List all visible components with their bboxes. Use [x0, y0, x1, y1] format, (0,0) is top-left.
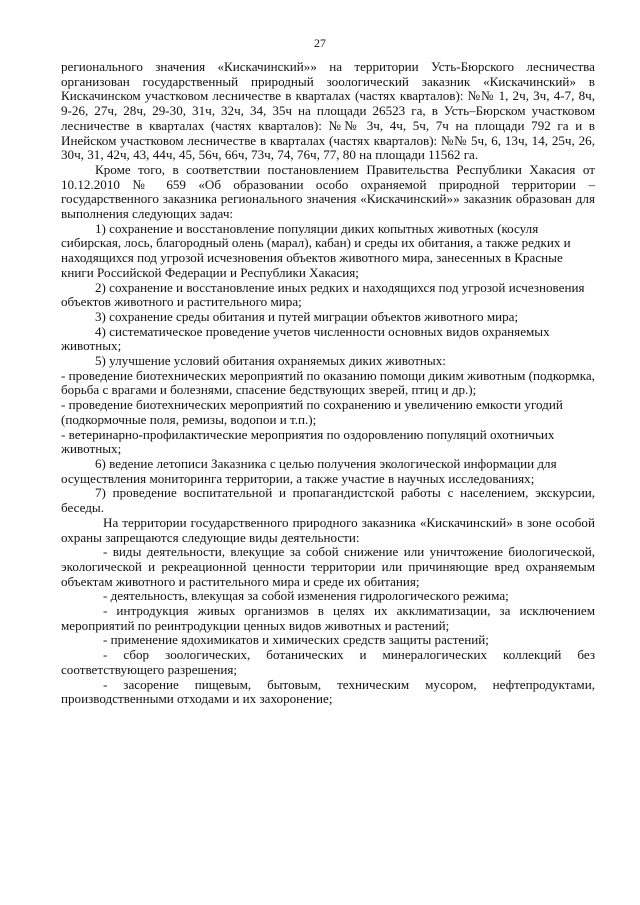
- document-body: [61, 60, 595, 707]
- prohibition-6: - засорение пищевым, бытовым, техническим мусором, нефтепродуктами, производственными отходами и их захоронение;: [61, 676, 595, 707]
- task-5-item-2: - проведение биотехнических мероприятий по сохранению и увеличению емкости угодий (подкормочные поля, ремизы, водопои и т.п.);: [61, 397, 563, 427]
- task-7: 7) проведение воспитательной и пропагандистской работы с населением, экскурсии, беседы.: [61, 485, 595, 516]
- task-5-item-1: - проведение биотехнических мероприятий по оказанию помощи диким животным (подкормка, борьба с врагами и болезнями, спасение бедствующих зверей, птиц и др.);: [61, 367, 595, 398]
- paragraph-resolution: Кроме того, в соответствии постановлением Правительства Республики Хакасия от 10.12.2010 № 659 «Об образовании особо охраняемой природной территории – государственного заказника регионального значения «Кискачинский»» заказник образован для выполнения следующих задач:: [61, 161, 595, 222]
- prohibition-1: - виды деятельности, влекущие за собой снижение или уничтожение биологической, экологической и рекреационной ценности территории или причиняющие вред охраняемым объектам животного и растительного мира и среде их обитания;: [61, 544, 595, 589]
- task-5-item-3: - ветеринарно-профилактические мероприятия по оздоровлению популяций охотничьих животных;: [61, 426, 555, 457]
- task-2: 2) сохранение и восстановление иных редких и находящихся под угрозой исчезновения объектов животного и растительного мира;: [61, 279, 585, 310]
- prohibition-4: - применение ядохимикатов и химических средств защиты растений;: [103, 632, 489, 648]
- prohibition-5: - сбор зоологических, ботанических и минералогических коллекций без соответствующего разрешения;: [61, 647, 595, 677]
- task-3: 3) сохранение среды обитания и путей миграции объектов животного мира;: [95, 308, 519, 324]
- task-1: 1) сохранение и восстановление популяции диких копытных животных (косуля сибирская, лось, благородный олень (марал), кабан) и среды их обитания, а также редких и находящихся под угрозой исчезновения объектов животного мира, занесенных в Красные книги Российской Федерации и Республики Хакасия;: [61, 220, 571, 280]
- task-6: 6) ведение летописи Заказника с целью получения экологической информации для осуществления мониторинга территории, а также участие в научных исследованиях;: [61, 455, 557, 486]
- paragraph-prohibitions-intro: На территории государственного природного заказника «Кискачинский» в зоне особой охраны запрещаются следующие виды деятельности:: [61, 514, 595, 545]
- page-number: 27: [314, 36, 326, 50]
- task-4: 4) систематическое проведение учетов численности основных видов охраняемых животных;: [61, 323, 550, 354]
- prohibition-3: - интродукция живых организмов в целях их акклиматизации, за исключением мероприятий по реинтродукции ценных видов животных и растений;: [61, 603, 595, 633]
- task-5: 5) улучшение условий обитания охраняемых диких животных:: [95, 353, 446, 369]
- paragraph-zakaznik-quarters: регионального значения «Кискачинский»» на территории Усть-Бюрского лесничества организован государственный природный зоологический заказник «Кискачинский» в Кискачинском участковом лесничестве в кварталах (частях кварталов): №№ 1, 2ч, 3ч, 4-7, 8ч, 9-26, 27ч, 28ч, 29-30, 31ч, 32ч, 34, 35ч на площади 26523 га, в Усть–Бюрском участковом лесничестве в кварталах (частях кварталов): №№ 3ч, 4ч, 5ч, 7ч на площади 792 га и в Инейском участковом лесничестве в кварталах (частях кварталов): №№ 5ч, 6, 13ч, 14, 25ч, 26, 30ч, 31, 42ч, 43, 44ч, 45, 56ч, 66ч, 73ч, 74, 76ч, 77, 80 на площади 11562 га.: [61, 59, 595, 163]
- prohibition-2: - деятельность, влекущая за собой изменения гидрологического режима;: [103, 588, 509, 604]
